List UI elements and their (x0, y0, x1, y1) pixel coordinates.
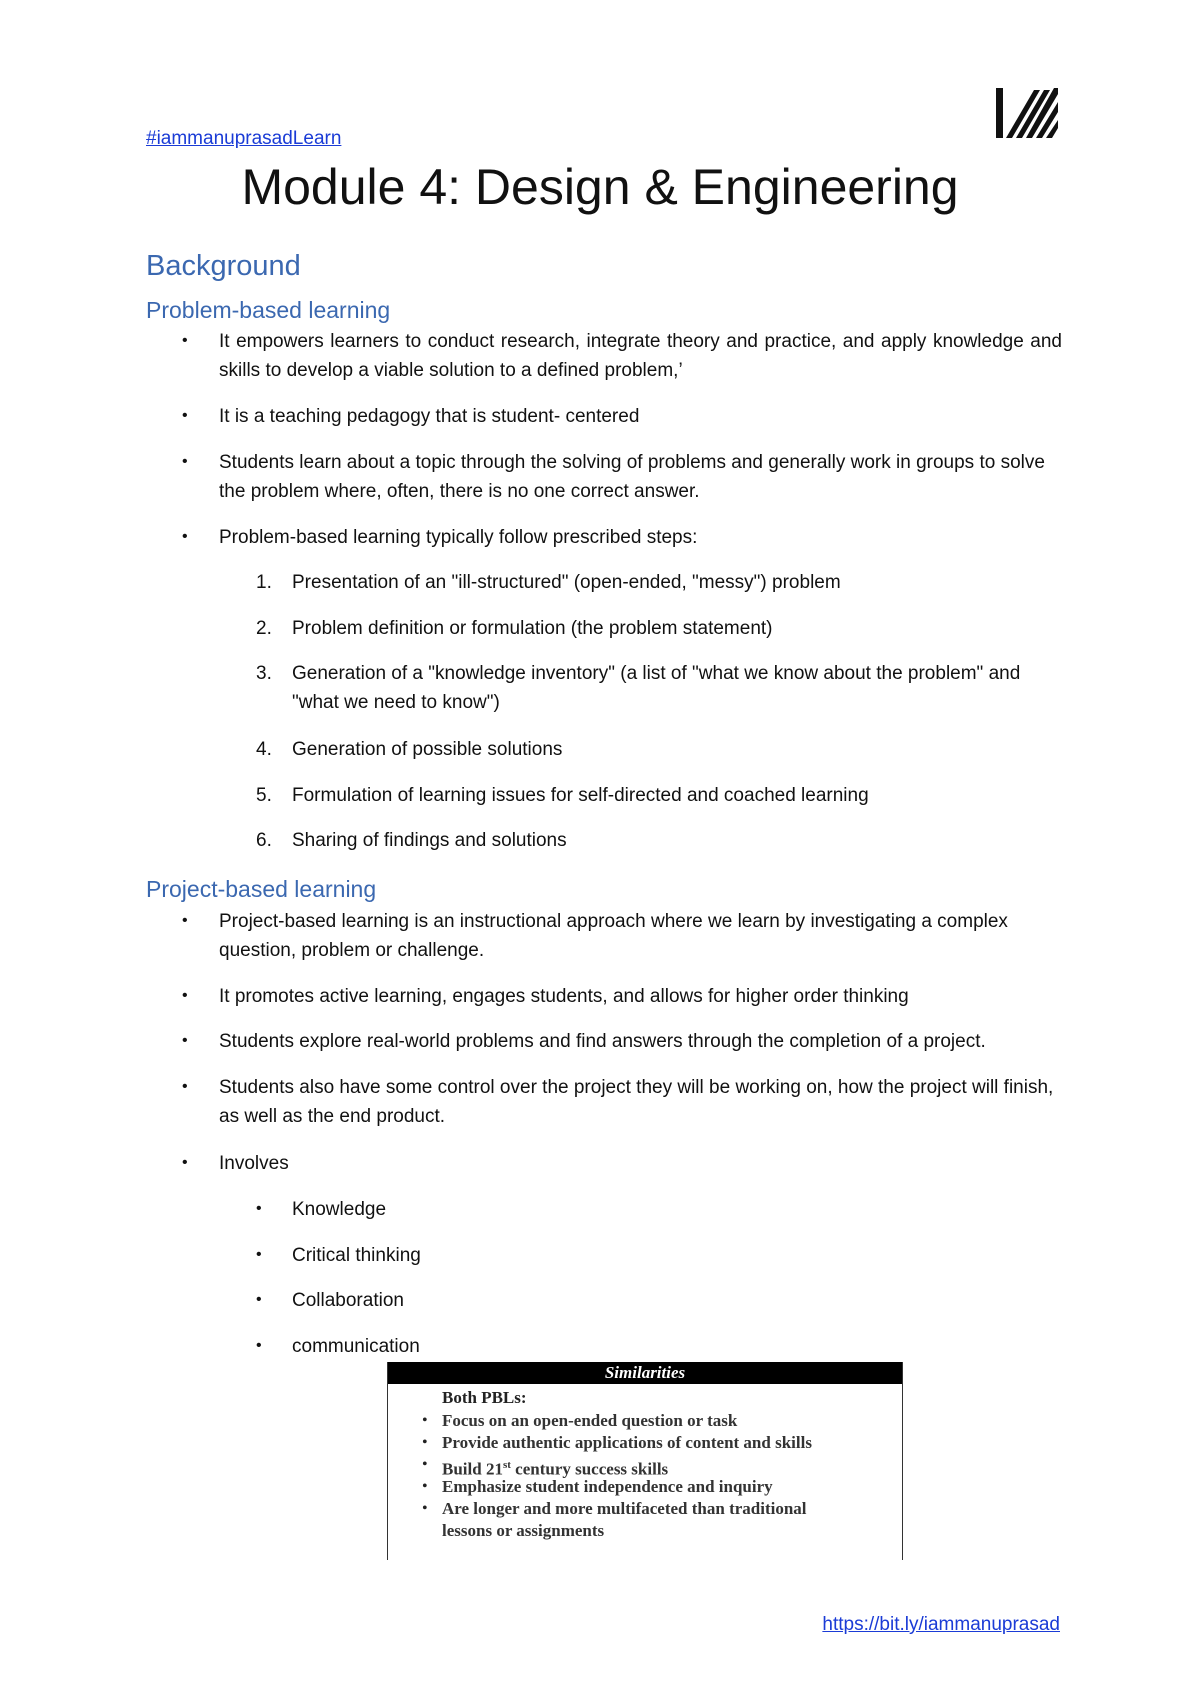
bullet-dot: • (182, 407, 188, 424)
step-item: Sharing of findings and solutions (292, 830, 567, 851)
bullet-dot: • (422, 1456, 428, 1473)
sub-bullet-dot: • (256, 1200, 262, 1217)
step-number: 5. (256, 785, 272, 806)
hashtag-link[interactable]: #iammanuprasadLearn (146, 128, 342, 149)
similarity-item: Focus on an open-ended question or task (442, 1411, 738, 1430)
list-item: Involves (219, 1153, 289, 1174)
step-number: 1. (256, 572, 272, 593)
sub-list-item: Knowledge (292, 1199, 387, 1220)
step-number: 6. (256, 830, 272, 851)
similarity-item-part: Build 21 (442, 1459, 503, 1479)
step-item: Generation of possible solutions (292, 739, 563, 760)
list-item: Students also have some control over the project they will be working on, how the project will finish, as well as the end product. (219, 1077, 1054, 1127)
list-item: It empowers learners to conduct research, integrate theory and practice, and apply knowledge and skills to develop a viable solution to a defined problem,’ (219, 331, 1062, 381)
similarities-subtitle: Both PBLs: (442, 1388, 527, 1407)
sub-list-item: Critical thinking (292, 1245, 421, 1266)
bullet-dot: • (182, 1078, 188, 1095)
bullet-dot: • (182, 528, 188, 545)
similarities-figure (387, 1362, 903, 1560)
list-item: It promotes active learning, engages students, and allows for higher order thinking (219, 986, 909, 1007)
footer-link[interactable]: https://bit.ly/iammanuprasad (822, 1614, 1060, 1635)
list-item: Project-based learning is an instructional approach where we learn by investigating a complex question, problem or challenge. (219, 911, 1008, 961)
bullet-dot: • (422, 1478, 428, 1495)
bullet-dot: • (182, 1154, 188, 1171)
list-item: Students learn about a topic through the solving of problems and generally work in groups to solve the problem where, often, there is no one correct answer. (219, 452, 1045, 502)
list-item: Problem-based learning typically follow prescribed steps: (219, 527, 698, 548)
bullet-dot: • (182, 912, 188, 929)
sub-list-item: Collaboration (292, 1290, 404, 1311)
superscript: st (502, 1459, 511, 1471)
bullet-dot: • (182, 987, 188, 1004)
similarities-title: Similarities (388, 1362, 902, 1384)
bullet-dot: • (422, 1500, 428, 1517)
subheading-problem-based: Problem-based learning (146, 297, 391, 323)
step-number: 2. (256, 618, 272, 639)
bullet-dot: • (182, 1032, 188, 1049)
step-item: Generation of a "knowledge inventory" (a list of "what we know about the problem" and "what we need to know") (292, 663, 1021, 713)
list-item: It is a teaching pedagogy that is student- centered (219, 406, 640, 427)
subheading-project-based: Project-based learning (146, 876, 377, 902)
similarity-item-part: century success skills (510, 1459, 669, 1479)
step-number: 3. (256, 663, 272, 684)
step-number: 4. (256, 739, 272, 760)
step-item: Problem definition or formulation (the problem statement) (292, 618, 773, 639)
step-item: Formulation of learning issues for self-directed and coached learning (292, 785, 869, 806)
sub-bullet-dot: • (256, 1291, 262, 1308)
iamm-logo-icon (996, 86, 1058, 140)
step-item: Presentation of an "ill-structured" (open-ended, "messy") problem (292, 572, 841, 593)
sub-bullet-dot: • (256, 1246, 262, 1263)
sub-bullet-dot: • (256, 1337, 262, 1354)
similarity-item: Provide authentic applications of content and skills (442, 1433, 812, 1452)
list-item: Students explore real-world problems and find answers through the completion of a project. (219, 1031, 986, 1052)
bullet-dot: • (422, 1412, 428, 1429)
section-heading-background: Background (146, 250, 301, 282)
bullet-dot: • (182, 332, 188, 349)
sub-list-item: communication (292, 1336, 420, 1357)
bullet-dot: • (422, 1434, 428, 1451)
page-title: Module 4: Design & Engineering (241, 159, 959, 215)
bullet-dot: • (182, 453, 188, 470)
similarity-item: Are longer and more multifaceted than traditional (442, 1499, 807, 1518)
similarity-item-continued: lessons or assignments (442, 1521, 605, 1540)
similarity-item: Emphasize student independence and inquiry (442, 1477, 773, 1496)
